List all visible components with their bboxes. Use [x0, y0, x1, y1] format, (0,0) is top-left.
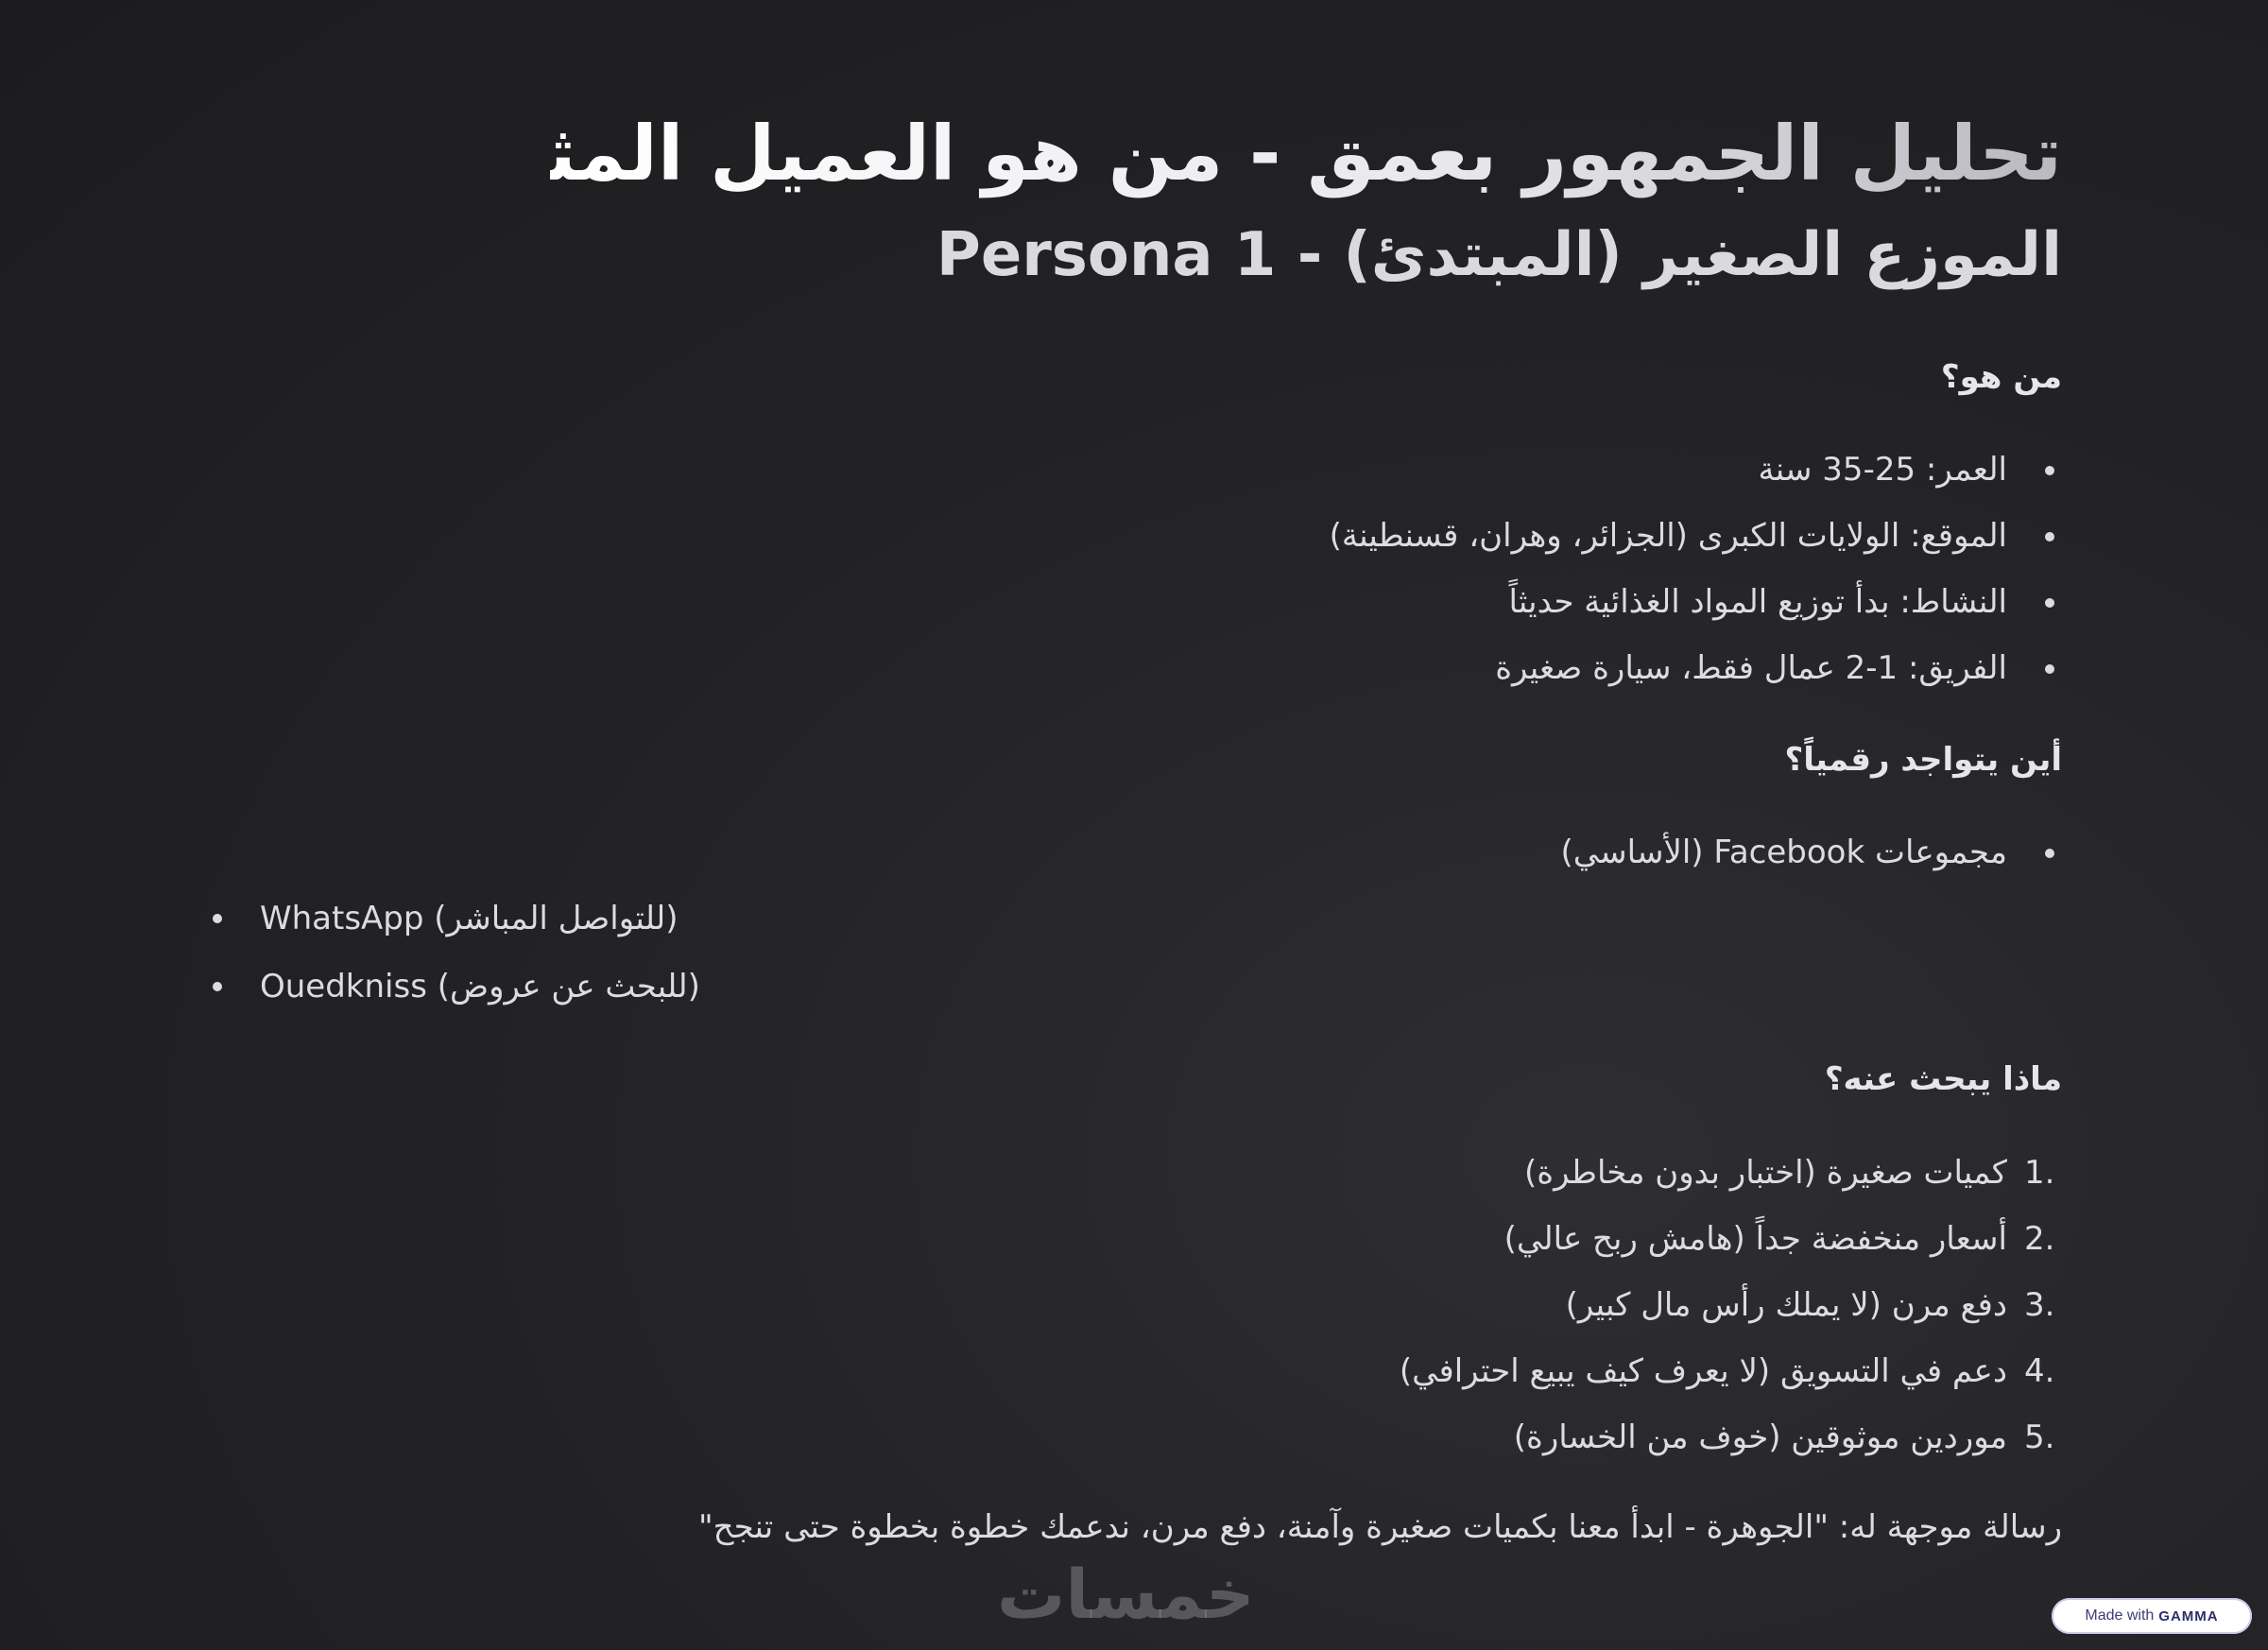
- list-digital: [1561, 819, 2062, 885]
- gamma-logo-icon: GAMMA: [2158, 1607, 2219, 1624]
- list-digital-ltr: [213, 885, 700, 1021]
- list-text: موردين موثوقين (خوف من الخسارة): [1513, 1418, 2007, 1456]
- list-item: WhatsApp (للتواصل المباشر): [213, 885, 700, 953]
- list-item: [1400, 1404, 2062, 1470]
- list-item: Ouedkniss (للبحث عن عروض): [213, 953, 700, 1021]
- list-who: [1330, 437, 2062, 701]
- list-needs: [1400, 1140, 2062, 1470]
- heading-needs: ماذا يبحث عنه؟: [1824, 1060, 2062, 1098]
- list-item: الفريق: 1-2 عمال فقط، سيارة صغيرة: [1330, 635, 2062, 701]
- list-text: أسعار منخفضة جداً (هامش ربح عالي): [1503, 1220, 2007, 1258]
- made-with-gamma-badge[interactable]: [2052, 1598, 2252, 1634]
- list-text: دفع مرن (لا يملك رأس مال كبير): [1565, 1286, 2007, 1324]
- list-item: النشاط: بدأ توزيع المواد الغذائية حديثاً: [1330, 569, 2062, 635]
- target-message: رسالة موجهة له: "الجوهرة - ابدأ معنا بكميات صغيرة وآمنة، دفع مرن، ندعمك خطوة بخطوة حتى تنجح": [698, 1508, 2062, 1546]
- watermark-logo: خمسات: [997, 1555, 1255, 1634]
- list-number: 4.: [2024, 1352, 2055, 1390]
- list-number: 2.: [2024, 1220, 2055, 1258]
- list-item: [1400, 1272, 2062, 1338]
- list-text: كميات صغيرة (اختبار بدون مخاطرة): [1524, 1154, 2007, 1192]
- list-text: دعم في التسويق (لا يعرف كيف يبيع احترافي): [1399, 1352, 2007, 1390]
- list-item: [1400, 1338, 2062, 1404]
- list-item: [1400, 1140, 2062, 1206]
- slide-title: تحليل الجمهور بعمق - من هو العميل المثالي؟: [550, 102, 2062, 206]
- list-number: 5.: [2024, 1418, 2055, 1456]
- badge-prefix: Made with: [2085, 1607, 2155, 1624]
- heading-digital: أين يتواجد رقمياً؟: [1784, 741, 2062, 779]
- list-item: الموقع: الولايات الكبرى (الجزائر، وهران، قسنطينة): [1330, 503, 2062, 569]
- list-item: العمر: 25-35 سنة: [1330, 437, 2062, 503]
- list-item: [1400, 1206, 2062, 1272]
- slide-subtitle: الموزع الصغير (المبتدئ) - Persona 1: [936, 220, 2062, 290]
- list-number: 1.: [2024, 1154, 2055, 1192]
- heading-who: من هو؟: [1940, 358, 2062, 396]
- list-item: مجموعات Facebook (الأساسي): [1561, 819, 2062, 885]
- list-number: 3.: [2024, 1286, 2055, 1324]
